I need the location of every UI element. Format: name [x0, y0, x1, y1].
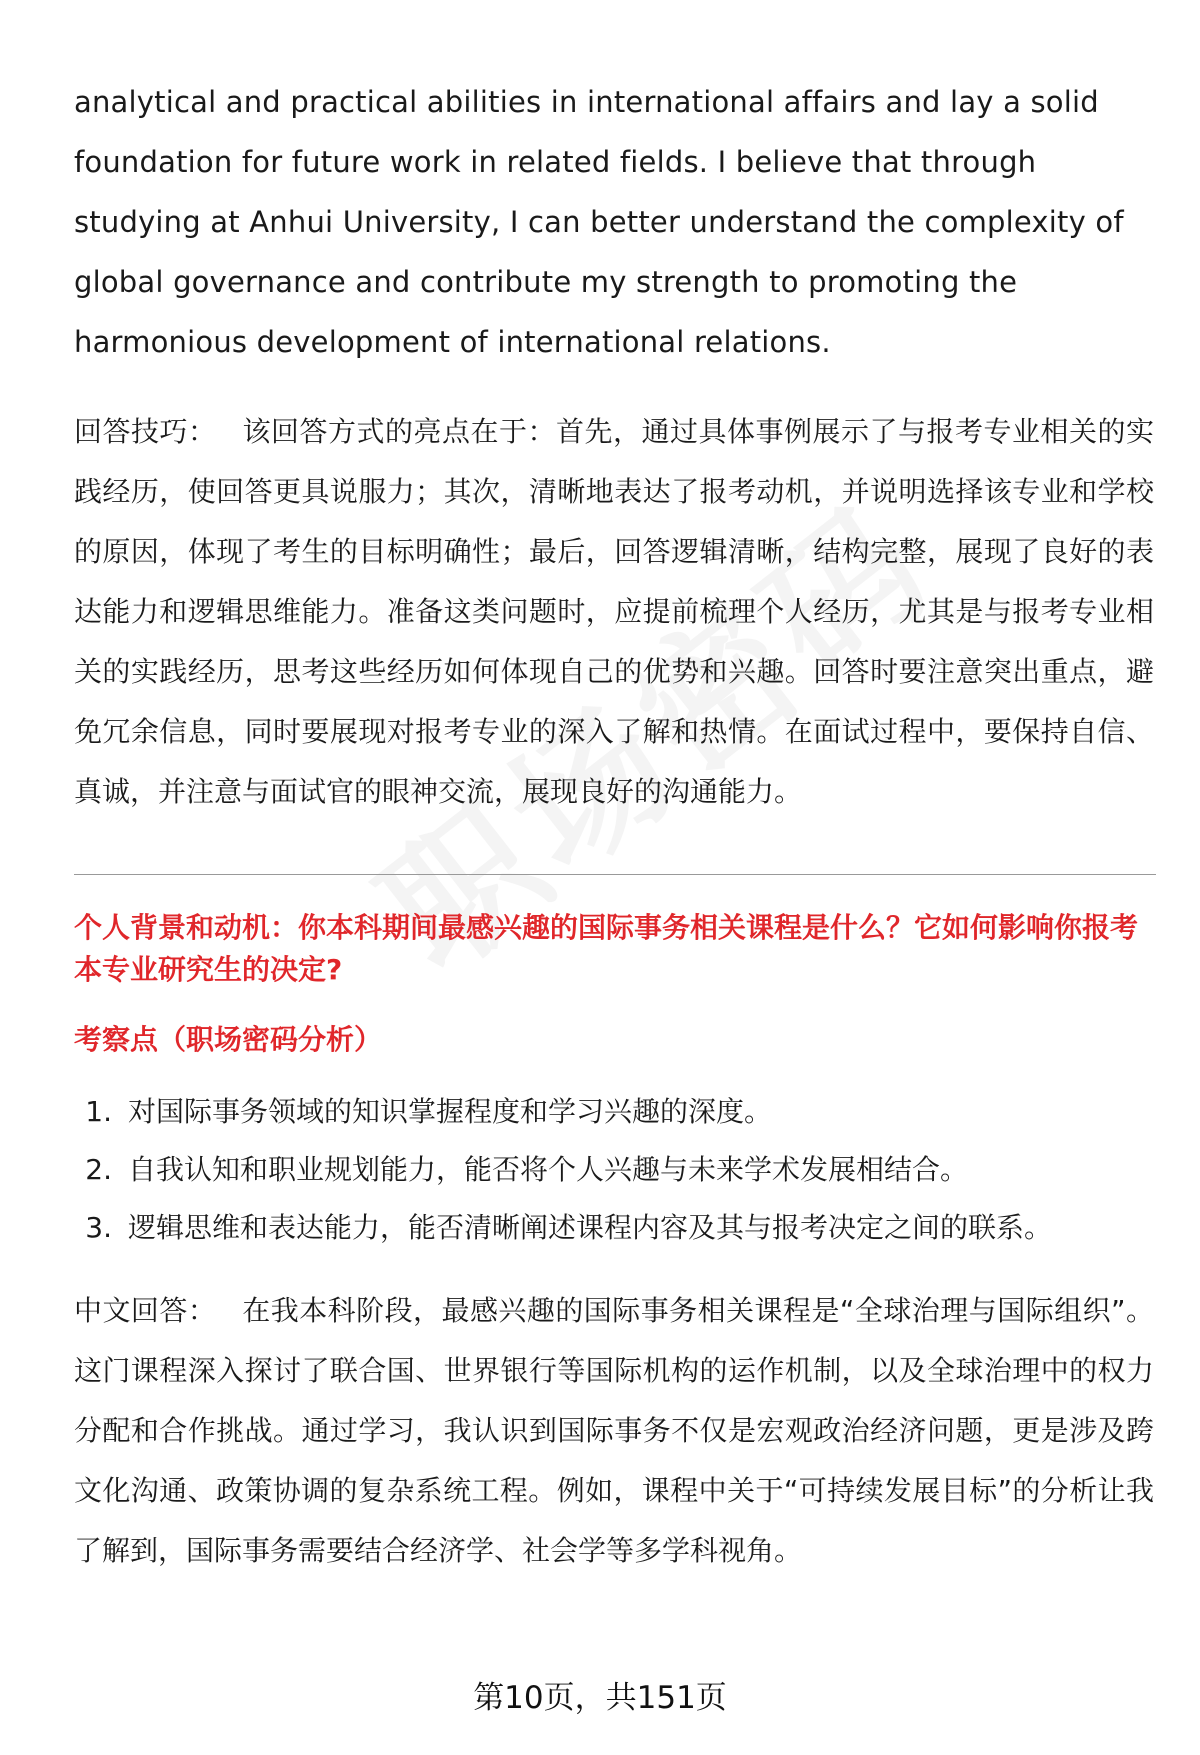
assessment-points-title: 考察点（职场密码分析） [74, 1023, 383, 1056]
list-item-text: 对国际事务领域的知识掌握程度和学习兴趣的深度。 [128, 1095, 773, 1128]
list-item-number: 2. [85, 1153, 112, 1186]
question-heading: 个人背景和动机：你本科期间最感兴趣的国际事务相关课程是什么？它如何影响你报考本专业研究生的决定? [74, 911, 1139, 986]
list-item-text: 自我认知和职业规划能力，能否将个人兴趣与未来学术发展相结合。 [128, 1153, 969, 1186]
list-item-number: 3. [85, 1211, 112, 1244]
answer-tips-text: 该回答方式的亮点在于：首先，通过具体事例展示了与报考专业相关的实践经历，使回答更具说服力；其次，清晰地表达了报考动机，并说明选择该专业和学校的原因，体现了考生的目标明确性；最后，回答逻辑清晰，结构完整，展现了良好的表达能力和逻辑思维能力。准备这类问题时，应提前梳理个人经历，尤其是与报考专业相关的实践经历，思考这些经历如何体现自己的优势和兴趣。回答时要注意突出重点，避免冗余信息，同时要展现对报考专业的深入了解和热情。在面试过程中，要保持自信、真诚，并注意与面试官的眼神交流，展现良好的沟通能力。 [74, 415, 1154, 808]
answer-tips-paragraph [74, 402, 1154, 822]
page-content [74, 72, 1154, 1581]
chinese-answer-text: 在我本科阶段，最感兴趣的国际事务相关课程是“全球治理与国际组织”。这门课程深入探讨了联合国、世界银行等国际机构的运作机制，以及全球治理中的权力分配和合作挑战。通过学习，我认识到国际事务不仅是宏观政治经济问题，更是涉及跨文化沟通、政策协调的复杂系统工程。例如，课程中关于“可持续发展目标”的分析让我了解到，国际事务需要结合经济学、社会学等多学科视角。 [74, 1294, 1154, 1567]
english-paragraph: analytical and practical abilities in international affairs and lay a solid foundation for future work in related fields. I believe that through studying at Anhui University, I can better understand the complexity of global governance and contribute my strength to promoting the harmonious development of international relations. [74, 85, 1124, 359]
answer-tips-label: 回答技巧： [74, 415, 217, 448]
page-number-footer: 第10页，共151页 [473, 1680, 727, 1716]
list-item [74, 1083, 1154, 1141]
assessment-points-list [74, 1083, 1154, 1257]
list-item [74, 1141, 1154, 1199]
section-divider [74, 874, 1156, 875]
list-item [74, 1199, 1154, 1257]
list-item-text: 逻辑思维和表达能力，能否清晰阐述课程内容及其与报考决定之间的联系。 [128, 1211, 1053, 1244]
chinese-answer-label: 中文回答： [74, 1294, 217, 1327]
list-item-number: 1. [85, 1095, 112, 1128]
chinese-answer-paragraph [74, 1281, 1154, 1581]
